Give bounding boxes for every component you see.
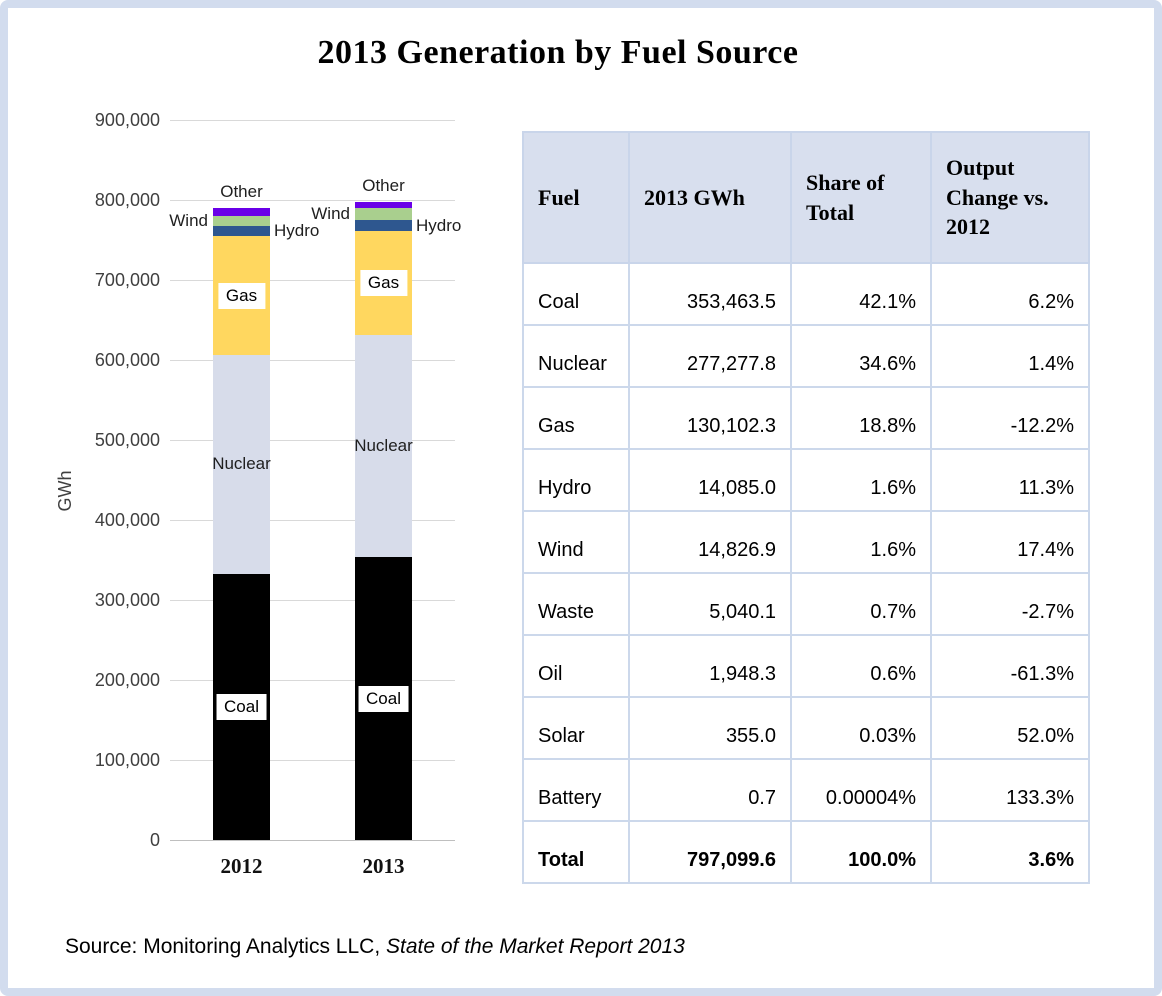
source-report-title: State of the Market Report 2013 — [386, 935, 685, 958]
cell-share: 0.7% — [791, 573, 931, 635]
y-gridline — [170, 120, 455, 121]
cell-share: 100.0% — [791, 821, 931, 883]
table-total-row — [523, 821, 1089, 883]
header-change: Output Change vs. 2012 — [931, 132, 1089, 263]
label-coal-2013: Coal — [358, 686, 409, 712]
cell-fuel: Wind — [523, 511, 629, 573]
cell-fuel: Gas — [523, 387, 629, 449]
label-hydro-2012: Hydro — [274, 221, 320, 241]
cell-fuel: Waste — [523, 573, 629, 635]
y-tick-label: 800,000 — [94, 190, 160, 210]
cell-gwh: 277,277.8 — [629, 325, 791, 387]
cell-gwh: 1,948.3 — [629, 635, 791, 697]
cell-share: 0.6% — [791, 635, 931, 697]
cell-change: -12.2% — [931, 387, 1089, 449]
bar-segment-wind-2012 — [213, 216, 270, 226]
cell-fuel: Battery — [523, 759, 629, 821]
cell-fuel: Hydro — [523, 449, 629, 511]
y-axis-label: GWh — [55, 470, 75, 512]
source-line — [65, 935, 685, 959]
y-tick-label: 400,000 — [94, 510, 160, 530]
table-header-row — [523, 132, 1089, 263]
table-row — [523, 635, 1089, 697]
header-gwh: 2013 GWh — [629, 132, 791, 263]
cell-change: 52.0% — [931, 697, 1089, 759]
cell-gwh: 14,826.9 — [629, 511, 791, 573]
cell-gwh: 797,099.6 — [629, 821, 791, 883]
cell-fuel: Nuclear — [523, 325, 629, 387]
bar-segment-other-2012 — [213, 208, 270, 216]
label-other-2013: Other — [362, 176, 405, 196]
cell-share: 1.6% — [791, 511, 931, 573]
x-axis-label-2012: 2012 — [220, 854, 263, 878]
header-share: Share of Total — [791, 132, 931, 263]
cell-share: 42.1% — [791, 263, 931, 325]
label-hydro-2013: Hydro — [416, 215, 462, 235]
cell-share: 0.00004% — [791, 759, 931, 821]
cell-change: 133.3% — [931, 759, 1089, 821]
label-gas-2013: Gas — [360, 270, 407, 296]
label-nuclear-2012: Nuclear — [212, 454, 271, 474]
y-tick-label: 500,000 — [94, 430, 160, 450]
cell-change: 6.2% — [931, 263, 1089, 325]
cell-gwh: 14,085.0 — [629, 449, 791, 511]
cell-fuel: Oil — [523, 635, 629, 697]
cell-gwh: 130,102.3 — [629, 387, 791, 449]
label-gas-2012: Gas — [218, 283, 265, 309]
table-row — [523, 387, 1089, 449]
y-tick-label: 200,000 — [94, 670, 160, 690]
table-row — [523, 573, 1089, 635]
header-fuel: Fuel — [523, 132, 629, 263]
cell-share: 0.03% — [791, 697, 931, 759]
label-nuclear-2013: Nuclear — [354, 436, 413, 456]
bar-segment-wind-2013 — [355, 208, 412, 220]
bar-segment-hydro-2012 — [213, 226, 270, 236]
fuel-table — [522, 131, 1090, 884]
fuel-table-panel — [522, 131, 1088, 886]
y-tick-label: 700,000 — [94, 270, 160, 290]
table-row — [523, 759, 1089, 821]
x-axis-label-2013: 2013 — [362, 854, 405, 878]
y-tick-label: 0 — [149, 830, 160, 850]
y-tick-label: 600,000 — [94, 350, 160, 370]
cell-change: 11.3% — [931, 449, 1089, 511]
cell-change: -61.3% — [931, 635, 1089, 697]
cell-gwh: 355.0 — [629, 697, 791, 759]
cell-gwh: 353,463.5 — [629, 263, 791, 325]
cell-fuel: Coal — [523, 263, 629, 325]
cell-change: 17.4% — [931, 511, 1089, 573]
cell-fuel: Solar — [523, 697, 629, 759]
table-row — [523, 325, 1089, 387]
cell-change: 1.4% — [931, 325, 1089, 387]
label-coal-2012: Coal — [216, 694, 267, 720]
y-gridline — [170, 840, 455, 841]
source-prefix: Source: Monitoring Analytics LLC, — [65, 935, 386, 958]
y-gridline — [170, 200, 455, 201]
label-wind-2013: Wind — [311, 204, 350, 224]
label-other-2012: Other — [220, 181, 263, 201]
cell-gwh: 0.7 — [629, 759, 791, 821]
table-row — [523, 449, 1089, 511]
y-tick-label: 300,000 — [94, 590, 160, 610]
y-tick-label: 900,000 — [94, 110, 160, 130]
table-row — [523, 697, 1089, 759]
table-row — [523, 263, 1089, 325]
cell-change: 3.6% — [931, 821, 1089, 883]
label-wind-2012: Wind — [169, 211, 208, 231]
stacked-bar-chart — [30, 100, 500, 910]
y-tick-label: 100,000 — [94, 750, 160, 770]
cell-gwh: 5,040.1 — [629, 573, 791, 635]
table-row — [523, 511, 1089, 573]
bar-segment-hydro-2013 — [355, 220, 412, 231]
bar-segment-other-2013 — [355, 202, 412, 208]
cell-change: -2.7% — [931, 573, 1089, 635]
cell-share: 1.6% — [791, 449, 931, 511]
cell-share: 34.6% — [791, 325, 931, 387]
cell-share: 18.8% — [791, 387, 931, 449]
cell-fuel: Total — [523, 821, 629, 883]
page-title: 2013 Generation by Fuel Source — [317, 34, 799, 71]
